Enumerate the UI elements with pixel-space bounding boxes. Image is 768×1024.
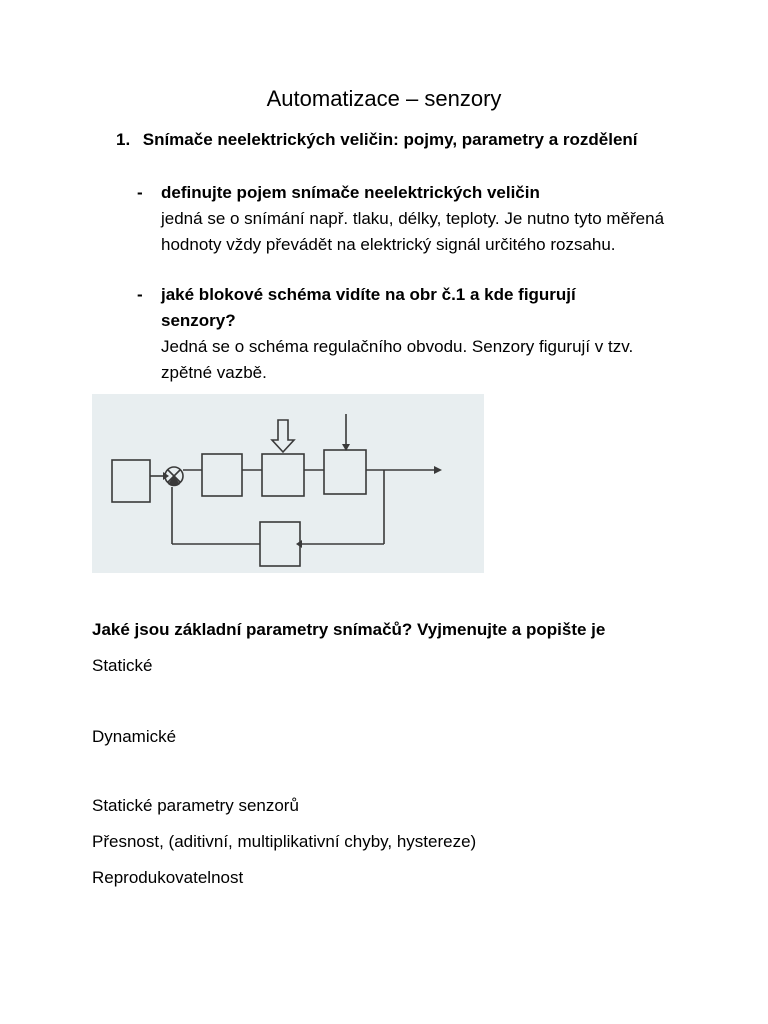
document-title: Automatizace – senzory: [266, 86, 502, 111]
block-diagram-figure: [92, 394, 484, 573]
line-dynamic: Dynamické: [92, 727, 177, 746]
output-arrowhead-icon: [434, 466, 442, 474]
bullet-item-diagram: [137, 282, 697, 386]
line-reproducibility: Reprodukovatelnost: [92, 868, 244, 887]
line-accuracy: Přesnost, (aditivní, multiplikativní chyby, hystereze): [92, 832, 477, 851]
section-heading-text: Snímače neelektrických veličin: pojmy, parametry a rozdělení: [142, 130, 638, 149]
actuator-block: [262, 454, 304, 496]
line-static-parameters: Statické parametry senzorů: [92, 796, 299, 815]
bullet-marker: -: [137, 183, 143, 202]
bullet-question: jaké blokové schéma vidíte na obr č.1 a kde figurují senzory?: [161, 285, 576, 330]
bullet-marker: -: [137, 285, 143, 304]
parameters-question: Jaké jsou základní parametry snímačů? Vyjmenujte a popište je: [92, 620, 606, 639]
disturbance-arrow-icon: [272, 420, 294, 452]
process-block: [324, 450, 366, 494]
bullet-question: definujte pojem snímače neelektrických veličin: [161, 183, 540, 202]
section-heading: [116, 130, 716, 150]
controller-block: [202, 454, 242, 496]
bullet-answer: jedná se o snímání např. tlaku, délky, teploty. Je nutno tyto měřená hodnoty vždy převádět na elektrický signál určitého rozsahu.: [161, 209, 665, 254]
bullet-answer: Jedná se o schéma regulačního obvodu. Senzory figurují v tzv. zpětné vazbě.: [161, 337, 634, 382]
line-static: Statické: [92, 656, 153, 675]
block-diagram-icon: [92, 394, 484, 573]
section-number: 1.: [116, 130, 131, 149]
input-block: [112, 460, 150, 502]
bullet-item-definition: [137, 180, 697, 258]
sensor-feedback-block: [260, 522, 300, 566]
